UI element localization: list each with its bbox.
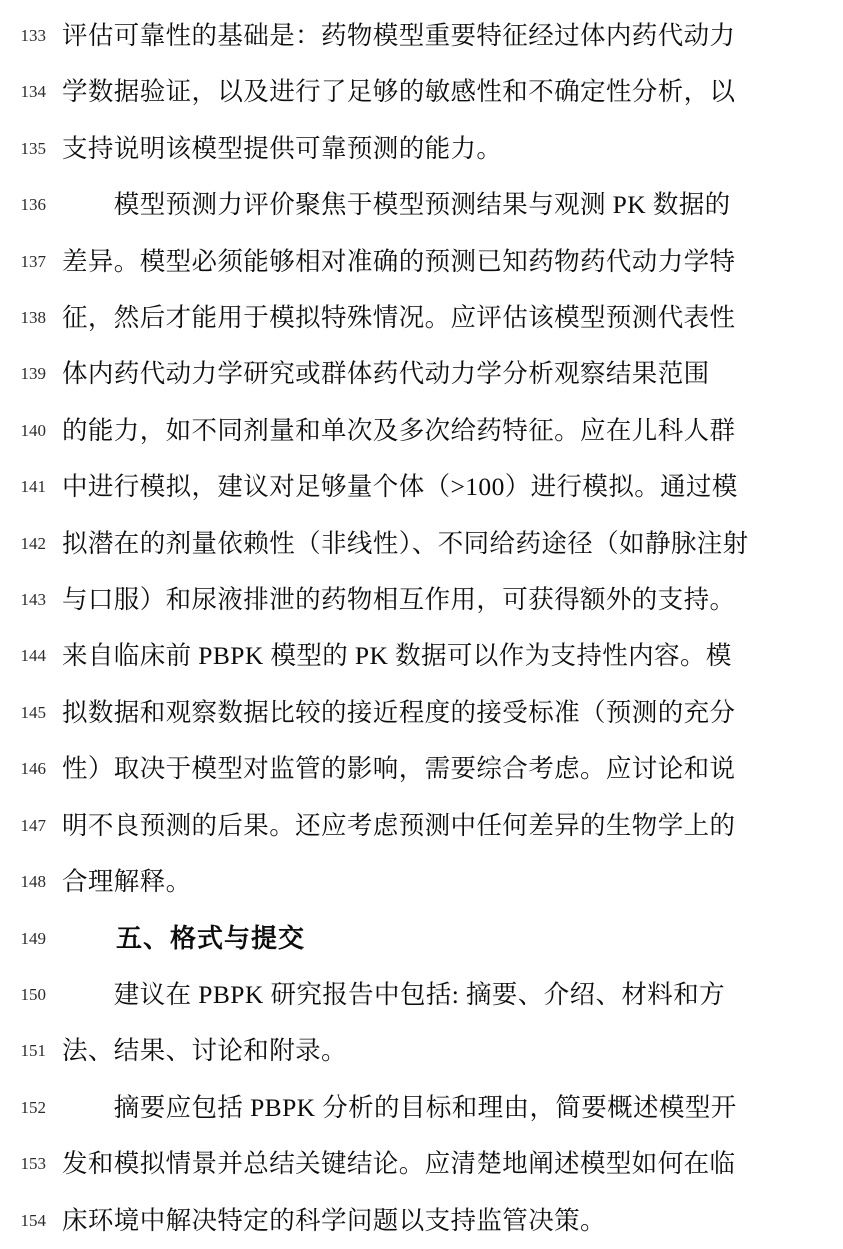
line-text: 评估可靠性的基础是：药物模型重要特征经过体内药代动力 bbox=[62, 21, 736, 50]
line-number: 151 bbox=[20, 1041, 46, 1061]
text-line-row bbox=[18, 177, 809, 233]
line-number: 134 bbox=[20, 82, 46, 102]
line-number: 149 bbox=[20, 928, 46, 948]
text-line-row bbox=[18, 64, 809, 120]
line-number: 154 bbox=[20, 1210, 46, 1230]
line-text: 体内药代动力学研究或群体药代动力学分析观察结果范围 bbox=[62, 359, 710, 389]
section-heading: 五、格式与提交 bbox=[62, 923, 306, 953]
line-number: 138 bbox=[20, 308, 46, 328]
text-line-row bbox=[18, 798, 809, 854]
line-number: 141 bbox=[20, 477, 46, 497]
line-number: 140 bbox=[20, 420, 46, 440]
text-line-row bbox=[18, 121, 809, 177]
line-text: 明不良预测的后果。还应考虑预测中任何差异的生物学上的 bbox=[62, 810, 736, 840]
text-line-row bbox=[18, 459, 809, 515]
line-text: 模型预测力评价聚焦于模型预测结果与观测 PK 数据的 bbox=[62, 190, 731, 220]
text-line-row bbox=[18, 1193, 809, 1249]
text-line-row bbox=[18, 1023, 809, 1079]
line-number: 147 bbox=[20, 815, 46, 835]
text-line-row bbox=[18, 290, 809, 346]
line-text: 支持说明该模型提供可靠预测的能力。 bbox=[62, 133, 503, 163]
text-line-row bbox=[18, 403, 809, 459]
text-line-row bbox=[18, 911, 809, 967]
line-text: 性）取决于模型对监管的影响，需要综合考虑。应讨论和说 bbox=[62, 754, 736, 784]
line-number: 135 bbox=[20, 138, 46, 158]
line-number: 150 bbox=[20, 984, 46, 1004]
line-number: 139 bbox=[20, 364, 46, 384]
line-text: 学数据验证，以及进行了足够的敏感性和不确定性分析，以 bbox=[62, 77, 736, 107]
line-number: 145 bbox=[20, 702, 46, 722]
line-text: 来自临床前 PBPK 模型的 PK 数据可以作为支持性内容。模 bbox=[62, 641, 732, 671]
line-text: 差异。模型必须能够相对准确的预测已知药物药代动力学特 bbox=[62, 246, 736, 276]
line-text: 拟潜在的剂量依赖性（非线性）、不同给药途径（如静脉注射 bbox=[62, 528, 749, 558]
line-text: 建议在 PBPK 研究报告中包括: 摘要、介绍、材料和方 bbox=[62, 979, 725, 1009]
text-line-row bbox=[18, 1136, 809, 1192]
text-line-row bbox=[18, 234, 809, 290]
line-number: 144 bbox=[20, 646, 46, 666]
text-line-row bbox=[18, 854, 809, 910]
text-line-row bbox=[18, 967, 809, 1023]
text-line-row bbox=[18, 572, 809, 628]
document-body bbox=[18, 8, 809, 1249]
text-line-row bbox=[18, 8, 809, 64]
line-text: 中进行模拟，建议对足够量个体（>100）进行模拟。通过模 bbox=[62, 472, 738, 502]
text-line-row bbox=[18, 1080, 809, 1136]
line-text: 与口服）和尿液排泄的药物相互作用，可获得额外的支持。 bbox=[62, 585, 736, 615]
line-text: 发和模拟情景并总结关键结论。应清楚地阐述模型如何在临 bbox=[62, 1149, 736, 1179]
line-number: 143 bbox=[20, 590, 46, 610]
line-number: 146 bbox=[20, 759, 46, 779]
text-line-row bbox=[18, 516, 809, 572]
line-text: 床环境中解决特定的科学问题以支持监管决策。 bbox=[62, 1205, 606, 1235]
line-text: 摘要应包括 PBPK 分析的目标和理由，简要概述模型开 bbox=[62, 1092, 737, 1122]
line-number: 148 bbox=[20, 872, 46, 892]
line-number: 136 bbox=[20, 195, 46, 215]
text-line-row bbox=[18, 346, 809, 402]
line-number: 152 bbox=[20, 1097, 46, 1117]
line-text: 法、结果、讨论和附录。 bbox=[62, 1036, 347, 1066]
line-number: 142 bbox=[20, 533, 46, 553]
text-line-row bbox=[18, 628, 809, 684]
line-number: 153 bbox=[20, 1154, 46, 1174]
line-text: 征，然后才能用于模拟特殊情况。应评估该模型预测代表性 bbox=[62, 303, 736, 333]
line-text: 合理解释。 bbox=[62, 867, 192, 897]
text-line-row bbox=[18, 685, 809, 741]
line-text: 的能力，如不同剂量和单次及多次给药特征。应在儿科人群 bbox=[62, 415, 736, 445]
text-line-row bbox=[18, 741, 809, 797]
line-number: 137 bbox=[20, 251, 46, 271]
line-number: 133 bbox=[20, 26, 46, 45]
line-text: 拟数据和观察数据比较的接近程度的接受标准（预测的充分 bbox=[62, 697, 736, 727]
